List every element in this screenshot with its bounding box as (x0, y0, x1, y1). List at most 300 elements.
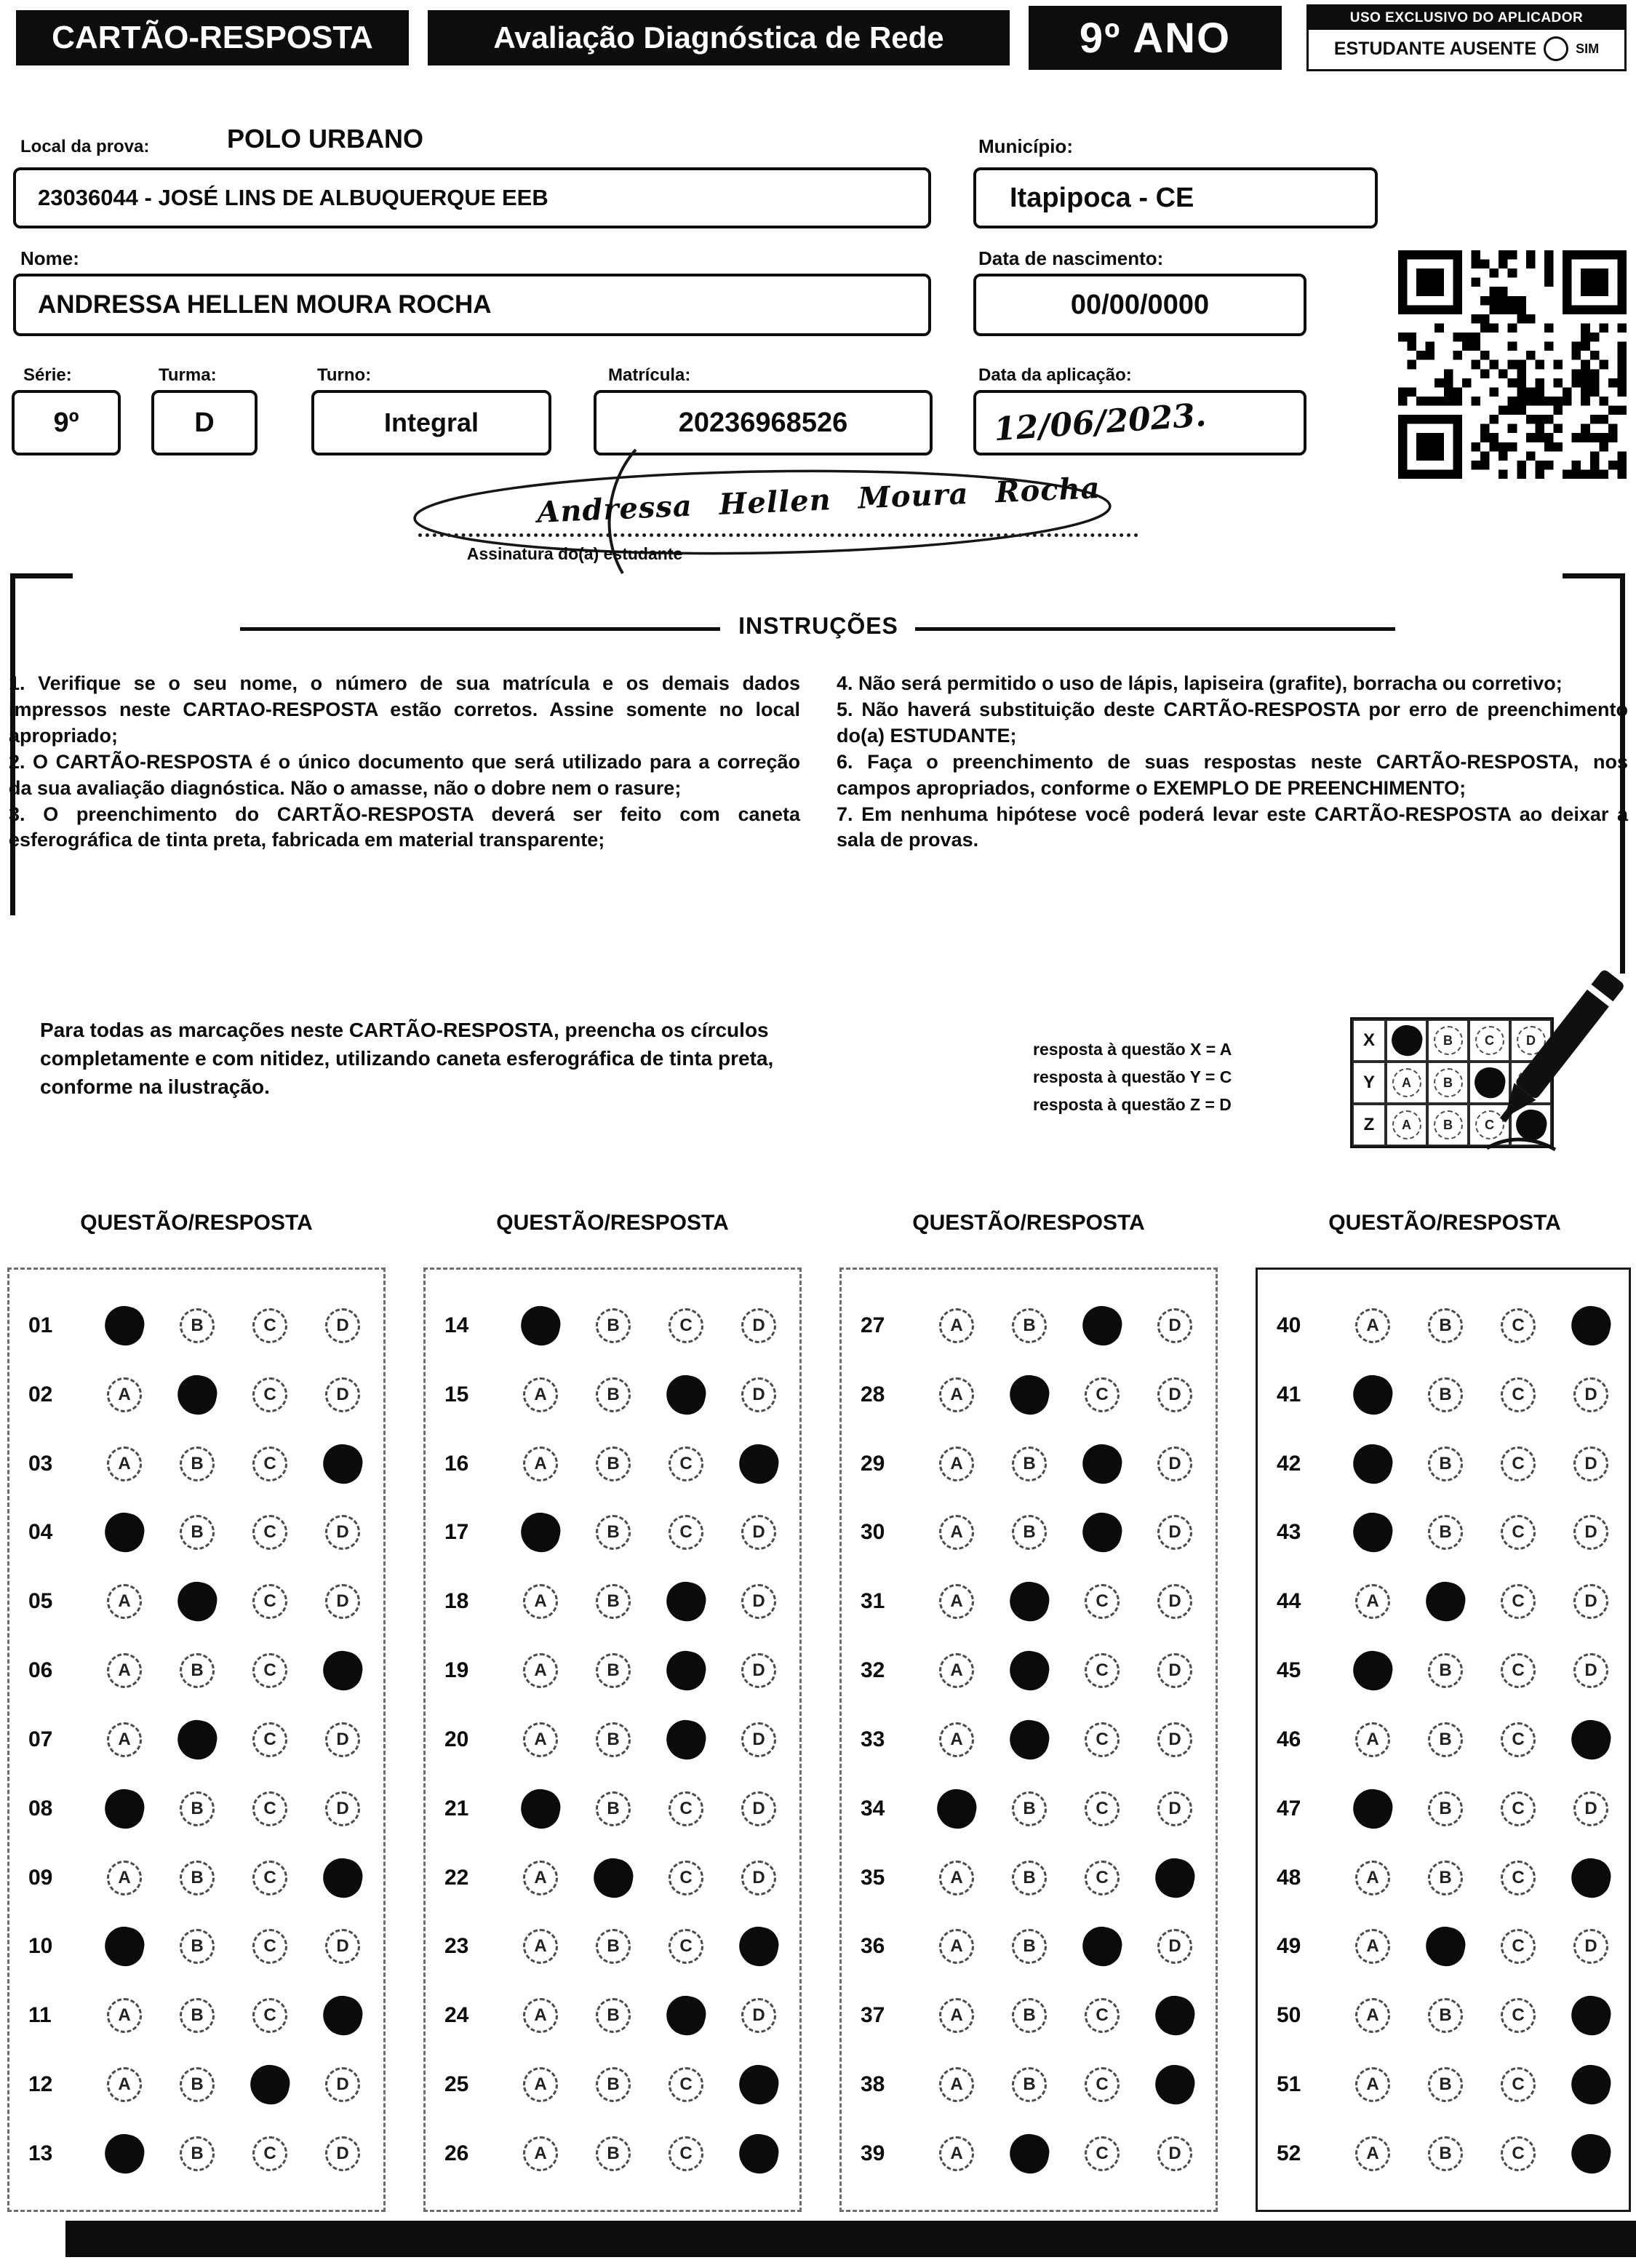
answer-bubble-filled (1079, 1509, 1125, 1556)
answer-bubble-filled (101, 1509, 148, 1556)
answer-bubble: D (1573, 1447, 1608, 1481)
question-number: 45 (1277, 1658, 1301, 1683)
answer-bubble: D (1157, 1584, 1192, 1619)
answer-bubble: B (180, 1653, 215, 1688)
grade-badge: 9º ANO (1029, 6, 1282, 70)
answer-bubble-filled (1006, 1578, 1053, 1625)
answer-bubble: D (1573, 1929, 1608, 1964)
absent-option: SIM (1576, 41, 1600, 56)
answers-header: QUESTÃO/RESPOSTA (912, 1211, 1145, 1235)
answer-row (426, 1447, 799, 1481)
example-cell (1427, 1062, 1469, 1104)
example-bubble-filled (1389, 1022, 1425, 1059)
answer-bubble: D (1157, 1515, 1192, 1550)
answer-bubble: D (1157, 1447, 1192, 1481)
answer-row (1258, 1584, 1629, 1619)
answer-bubble-filled (1079, 1441, 1125, 1487)
answer-bubble: C (252, 1722, 287, 1757)
answer-bubble: A (939, 2067, 974, 2102)
example-cell (1427, 1104, 1469, 1146)
answer-bubble: C (1501, 2067, 1536, 2102)
question-number: 52 (1277, 2141, 1301, 2165)
answer-bubble: A (523, 1929, 558, 1964)
answer-row (426, 1861, 799, 1895)
answer-bubble: D (1573, 1584, 1608, 1619)
answer-bubble-filled (1349, 1509, 1396, 1556)
answer-bubble: C (669, 1515, 703, 1550)
question-number: 11 (28, 2003, 52, 2028)
answer-bubble-filled (1152, 1992, 1198, 2039)
instruction-item: 2. O CARTÃO-RESPOSTA é o único documento que será utilizado para a correção da sua avaliação diagnóstica. Não o amasse, não o dobre nem o rasure; (9, 750, 800, 799)
answer-bubble: A (1355, 1998, 1390, 2033)
answer-bubble-filled (319, 1855, 366, 1901)
answer-bubble: C (1501, 1515, 1536, 1550)
question-number: 16 (444, 1451, 469, 1476)
answer-row (842, 2067, 1216, 2102)
answer-bubble: A (1355, 2136, 1390, 2171)
instructions-left (9, 671, 800, 854)
example-bubble: B (1434, 1110, 1463, 1139)
answer-bubble: D (741, 1377, 776, 1412)
answer-bubble-filled (174, 1372, 220, 1418)
answer-row (9, 1515, 383, 1550)
answer-row (842, 1308, 1216, 1343)
answer-bubble: D (741, 1861, 776, 1895)
answer-row (426, 2136, 799, 2171)
signature-label: Assinatura do(a) estudante (466, 544, 683, 563)
examiner-bar-label: USO EXCLUSIVO DO APLICADOR (1309, 7, 1624, 30)
answer-bubble: A (939, 1515, 974, 1550)
sheet-subtitle: Avaliação Diagnóstica de Rede (428, 10, 1010, 65)
answer-bubble: D (741, 1515, 776, 1550)
question-number: 37 (861, 2003, 885, 2028)
answer-bubble: A (523, 1377, 558, 1412)
answer-row (842, 2136, 1216, 2171)
answer-bubble: C (252, 1998, 287, 2033)
answer-row (9, 1308, 383, 1343)
answer-bubble-filled (663, 1716, 709, 1763)
answer-bubble-filled (590, 1855, 637, 1901)
answer-bubble: A (523, 1861, 558, 1895)
answer-row (9, 1998, 383, 2033)
municipio-field: Itapipoca - CE (973, 167, 1378, 228)
question-number: 05 (28, 1589, 53, 1614)
answer-bubble: B (180, 2067, 215, 2102)
answer-row (842, 1515, 1216, 1550)
question-number: 14 (444, 1313, 469, 1337)
local-label: Local da prova: (20, 137, 150, 156)
answer-bubble: C (1501, 1722, 1536, 1757)
marking-paragraph: Para todas as marcações neste CARTÃO-RESPOSTA, preencha os círculos completamente e com nitidez, utilizando caneta esferográfica de tinta preta, conforme na ilustração. (40, 1019, 774, 1099)
answer-bubble: C (1085, 1791, 1120, 1826)
answer-bubble-filled (319, 1992, 366, 2039)
answer-bubble: A (939, 1861, 974, 1895)
question-number: 31 (861, 1589, 885, 1614)
answer-bubble: D (1157, 1377, 1192, 1412)
answer-bubble: C (1085, 1377, 1120, 1412)
example-row-label: Y (1352, 1062, 1386, 1104)
answer-bubble: C (669, 1929, 703, 1964)
instruction-item: 7. Em nenhuma hipótese você poderá levar este CARTÃO-RESPOSTA ao deixar a sala de provas. (837, 803, 1628, 851)
answer-bubble: B (1428, 1515, 1463, 1550)
answer-bubble-filled (247, 2061, 293, 2108)
question-number: 10 (28, 1934, 53, 1959)
answer-bubble: D (741, 1791, 776, 1826)
answer-row (426, 1653, 799, 1688)
answer-bubble: D (325, 1308, 360, 1343)
answer-bubble: B (596, 1998, 631, 2033)
answer-bubble-filled (663, 1578, 709, 1625)
bottom-bar (65, 2221, 1636, 2257)
answer-bubble: A (1355, 2067, 1390, 2102)
answers-header: QUESTÃO/RESPOSTA (496, 1211, 729, 1235)
answer-bubble: B (1428, 1653, 1463, 1688)
answer-bubble: C (252, 1861, 287, 1895)
answer-bubble-filled (663, 1647, 709, 1694)
answer-bubble-filled (735, 2061, 782, 2108)
local-value: POLO URBANO (227, 124, 423, 154)
answer-row (9, 1377, 383, 1412)
answer-bubble-filled (517, 1786, 564, 1832)
instruction-item: 5. Não haverá substituição deste CARTÃO-RESPOSTA por erro de preenchimento do(a) ESTUDANTE; (837, 698, 1628, 747)
answer-bubble: B (596, 1722, 631, 1757)
question-number: 24 (444, 2003, 469, 2028)
answer-bubble: C (1085, 1653, 1120, 1688)
question-number: 07 (28, 1727, 53, 1751)
answer-bubble: D (741, 1308, 776, 1343)
answer-bubble: B (180, 1998, 215, 2033)
nome-label: Nome: (20, 247, 79, 269)
example-cell (1386, 1104, 1427, 1146)
absent-label: ESTUDANTE AUSENTE (1333, 38, 1537, 59)
question-number: 08 (28, 1796, 53, 1821)
answer-bubble: C (252, 1447, 287, 1481)
answer-bubble: B (1012, 1861, 1047, 1895)
answer-row (9, 1447, 383, 1481)
question-number: 04 (28, 1520, 53, 1545)
answer-bubble: B (1428, 1447, 1463, 1481)
answer-column (7, 1268, 386, 2212)
answer-bubble-filled (517, 1302, 564, 1349)
question-number: 02 (28, 1382, 53, 1406)
answer-bubble-filled (1568, 1716, 1614, 1763)
answer-row (842, 1584, 1216, 1619)
answer-bubble: B (180, 1929, 215, 1964)
answer-row (842, 1861, 1216, 1895)
matricula-label: Matrícula: (608, 365, 691, 385)
example-bubble: A (1392, 1110, 1421, 1139)
example-labels (1033, 1036, 1232, 1119)
answer-bubble: B (1428, 1998, 1463, 2033)
answer-row (426, 1791, 799, 1826)
answer-bubble: B (1428, 2067, 1463, 2102)
question-number: 38 (861, 2072, 885, 2097)
answer-bubble: B (596, 1929, 631, 1964)
answer-bubble: B (1012, 1998, 1047, 2033)
answer-row (1258, 1308, 1629, 1343)
answer-row (1258, 1377, 1629, 1412)
answer-bubble: D (1157, 1791, 1192, 1826)
answer-bubble-filled (1349, 1786, 1396, 1832)
qr-code (1398, 250, 1627, 479)
serie-label: Série: (23, 365, 72, 385)
answer-bubble: D (1157, 2136, 1192, 2171)
answer-bubble: A (1355, 1308, 1390, 1343)
answer-bubble: B (1428, 1861, 1463, 1895)
answer-bubble: D (1157, 1308, 1192, 1343)
answer-bubble-filled (1152, 2061, 1198, 2108)
answer-row (9, 1584, 383, 1619)
answer-column (423, 1268, 802, 2212)
question-number: 50 (1277, 2003, 1301, 2028)
answer-row (1258, 1791, 1629, 1826)
answer-bubble: C (1501, 1584, 1536, 1619)
answer-bubble: D (325, 2136, 360, 2171)
answer-bubble: C (1501, 2136, 1536, 2171)
instructions-right (837, 671, 1628, 854)
answer-bubble: D (1157, 1929, 1192, 1964)
answer-row (842, 1998, 1216, 2033)
question-number: 40 (1277, 1313, 1301, 1337)
answer-bubble: B (596, 1653, 631, 1688)
answer-bubble: C (669, 1447, 703, 1481)
answer-bubble: B (180, 1861, 215, 1895)
answer-column (839, 1268, 1218, 2212)
examiner-box (1306, 4, 1627, 71)
answer-bubble: C (252, 1791, 287, 1826)
pen-icon (1467, 950, 1634, 1169)
answer-row (426, 1584, 799, 1619)
answer-bubble-filled (1006, 1372, 1053, 1418)
answer-column (1256, 1268, 1631, 2212)
answer-bubble: A (523, 1653, 558, 1688)
answer-bubble: C (1501, 1308, 1536, 1343)
answer-bubble: C (1085, 2136, 1120, 2171)
answer-bubble: C (252, 1929, 287, 1964)
answer-bubble-filled (174, 1716, 220, 1763)
answer-bubble-filled (735, 1441, 782, 1487)
answer-row (1258, 2136, 1629, 2171)
matricula-field: 20236968526 (594, 390, 933, 455)
answer-bubble-filled (735, 1924, 782, 1970)
aplicacao-label: Data da aplicação: (978, 365, 1132, 385)
answer-row (842, 1447, 1216, 1481)
answer-row (842, 1791, 1216, 1826)
answer-bubble: B (596, 1377, 631, 1412)
answer-bubble: B (596, 2136, 631, 2171)
answer-bubble: D (1573, 1515, 1608, 1550)
answer-bubble-filled (1079, 1924, 1125, 1970)
answer-bubble: C (1501, 1791, 1536, 1826)
answer-bubble-filled (1349, 1441, 1396, 1487)
example-row-label: Z (1352, 1104, 1386, 1146)
answer-bubble-filled (663, 1372, 709, 1418)
answer-bubble: C (252, 1377, 287, 1412)
answer-bubble: B (1012, 1791, 1047, 1826)
answer-bubble-filled (1349, 1372, 1396, 1418)
answer-bubble: B (180, 2136, 215, 2171)
answer-bubble: A (523, 1998, 558, 2033)
answer-bubble-filled (101, 1924, 148, 1970)
question-number: 25 (444, 2072, 469, 2097)
answer-bubble: A (107, 1861, 142, 1895)
question-number: 46 (1277, 1727, 1301, 1751)
answer-row (426, 1308, 799, 1343)
example-bubble: C (1475, 1026, 1504, 1055)
answer-bubble: A (107, 1722, 142, 1757)
answer-bubble: B (1428, 1791, 1463, 1826)
answer-row (9, 1861, 383, 1895)
question-number: 13 (28, 2141, 53, 2165)
answer-bubble: C (1085, 1861, 1120, 1895)
answer-bubble-filled (1152, 1855, 1198, 1901)
turno-field: Integral (311, 390, 551, 455)
answer-row (9, 2136, 383, 2171)
answer-bubble-filled (1568, 1855, 1614, 1901)
serie-field: 9º (12, 390, 121, 455)
answer-bubble: C (669, 1861, 703, 1895)
instruction-item: 1. Verifique se o seu nome, o número de sua matrícula e os demais dados impressos neste CARTAO-RESPOSTA estão corretos. Assine somente no local apropriado; (9, 672, 800, 747)
answer-bubble: C (1501, 1653, 1536, 1688)
answer-bubble: C (252, 2136, 287, 2171)
question-number: 43 (1277, 1520, 1301, 1545)
question-number: 30 (861, 1520, 885, 1545)
answer-bubble-filled (663, 1992, 709, 2039)
question-number: 49 (1277, 1934, 1301, 1959)
question-number: 21 (444, 1796, 469, 1821)
answer-bubble: C (1085, 1998, 1120, 2033)
answer-bubble: A (1355, 1861, 1390, 1895)
question-number: 20 (444, 1727, 469, 1751)
answer-bubble: C (1085, 1584, 1120, 1619)
answer-row (426, 1515, 799, 1550)
example-bubble: C (1475, 1110, 1504, 1139)
answer-row (842, 1377, 1216, 1412)
answer-bubble: B (180, 1308, 215, 1343)
question-number: 06 (28, 1658, 53, 1683)
answer-bubble: B (180, 1447, 215, 1481)
nascimento-field: 00/00/0000 (973, 274, 1306, 336)
answer-bubble: A (523, 1722, 558, 1757)
question-number: 12 (28, 2072, 53, 2097)
instructions-title: INSTRUÇÕES (738, 613, 898, 639)
signature-handwritten: Andressa Hellen Moura Rocha (536, 471, 1101, 530)
answer-bubble: D (741, 1998, 776, 2033)
answer-bubble: B (1012, 1929, 1047, 1964)
answer-bubble: A (1355, 1722, 1390, 1757)
answer-row (426, 1722, 799, 1757)
turma-label: Turma: (159, 365, 217, 385)
question-number: 35 (861, 1865, 885, 1890)
answer-bubble: B (596, 1515, 631, 1550)
answer-bubble: A (107, 2067, 142, 2102)
answer-bubble: A (107, 1653, 142, 1688)
answer-bubble: B (1428, 1308, 1463, 1343)
turno-label: Turno: (317, 365, 372, 385)
answer-bubble: D (325, 1515, 360, 1550)
answer-row (1258, 1722, 1629, 1757)
question-number: 48 (1277, 1865, 1301, 1890)
answer-bubble: B (180, 1515, 215, 1550)
answer-row (1258, 1653, 1629, 1688)
answer-bubble-filled (1006, 1716, 1053, 1763)
instruction-item: 3. O preenchimento do CARTÃO-RESPOSTA deverá ser feito com caneta esferográfica de tinta preta, fabricada em material transparente; (9, 803, 800, 851)
answer-row (842, 1722, 1216, 1757)
absent-circle (1544, 36, 1568, 61)
answer-bubble: A (523, 2067, 558, 2102)
answer-bubble-filled (1422, 1578, 1469, 1625)
answer-bubble: D (741, 1722, 776, 1757)
answer-bubble: A (939, 1447, 974, 1481)
answer-bubble: D (1157, 1722, 1192, 1757)
answer-bubble: A (939, 1377, 974, 1412)
answer-row (1258, 1447, 1629, 1481)
answer-bubble: A (523, 2136, 558, 2171)
answer-row (842, 1929, 1216, 1964)
answer-bubble: B (1012, 1308, 1047, 1343)
answer-bubble: A (939, 1653, 974, 1688)
question-number: 36 (861, 1934, 885, 1959)
answer-bubble: B (596, 2067, 631, 2102)
example-label: resposta à questão Y = C (1033, 1067, 1232, 1086)
answer-bubble: C (252, 1308, 287, 1343)
answer-bubble: C (1501, 1377, 1536, 1412)
answer-bubble: D (741, 1653, 776, 1688)
answer-bubble: C (669, 2067, 703, 2102)
answer-bubble: C (1501, 1861, 1536, 1895)
answer-bubble: A (107, 1584, 142, 1619)
answer-bubble-filled (1568, 1302, 1614, 1349)
answer-bubble: A (107, 1377, 142, 1412)
answer-bubble: D (1573, 1653, 1608, 1688)
answer-bubble: B (596, 1447, 631, 1481)
answer-bubble: A (939, 1998, 974, 2033)
question-number: 03 (28, 1451, 53, 1476)
instruction-item: 4. Não será permitido o uso de lápis, lapiseira (grafite), borracha ou corretivo; (837, 672, 1563, 694)
question-number: 18 (444, 1589, 469, 1614)
answer-bubble: A (523, 1584, 558, 1619)
question-number: 51 (1277, 2072, 1301, 2097)
question-number: 44 (1277, 1589, 1301, 1614)
answer-bubble-filled (1568, 2130, 1614, 2177)
answer-bubble: A (939, 1308, 974, 1343)
example-cell (1386, 1062, 1427, 1104)
answer-bubble: B (1428, 2136, 1463, 2171)
answer-bubble: B (1012, 1515, 1047, 1550)
signature-line (418, 508, 1138, 537)
example-row-label: X (1352, 1019, 1386, 1062)
answer-bubble: D (325, 1377, 360, 1412)
nome-field: ANDRESSA HELLEN MOURA ROCHA (13, 274, 931, 336)
answer-bubble-filled (933, 1786, 980, 1832)
question-number: 15 (444, 1382, 469, 1406)
answer-bubble: B (596, 1791, 631, 1826)
sheet-title: CARTÃO-RESPOSTA (16, 10, 409, 65)
answer-bubble: C (252, 1584, 287, 1619)
instructions-rule-right (915, 627, 1395, 631)
answer-bubble: A (939, 1929, 974, 1964)
answer-bubble: B (1428, 1377, 1463, 1412)
answer-bubble: C (252, 1653, 287, 1688)
answer-bubble: C (1501, 1929, 1536, 1964)
answer-bubble: D (325, 2067, 360, 2102)
question-number: 01 (28, 1313, 53, 1337)
answer-row (9, 1929, 383, 1964)
answer-row (9, 1791, 383, 1826)
answer-bubble: C (1085, 1722, 1120, 1757)
answer-bubble: B (596, 1308, 631, 1343)
answer-bubble: C (1085, 2067, 1120, 2102)
